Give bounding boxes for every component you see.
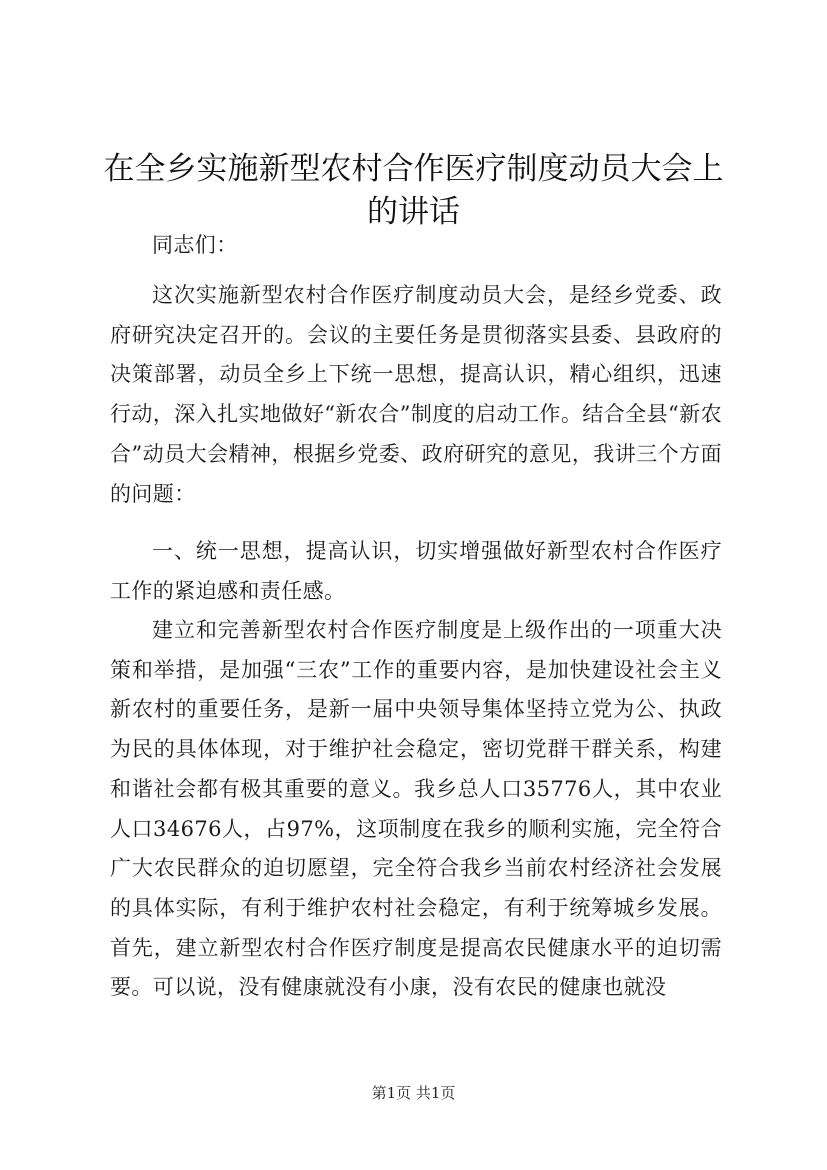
greeting: 同志们： bbox=[152, 233, 238, 257]
document-title-line1: 在全乡实施新型农村合作医疗制度动员大会上 bbox=[103, 151, 724, 187]
section-heading-1: 一、统一思想，提高认识，切实增强做好新型农村合作医疗工作的紧迫感和责任感。 bbox=[110, 539, 722, 603]
paragraph-body: 建立和完善新型农村合作医疗制度是上级作出的一项重大决策和举措，是加强“三农”工作的重要内容，是加快建设社会主义新农村的重要任务，是新一届中央领导集体坚持立党为公、执政为民的具体体现，对于维护社会稳定，密切党群干群关系，构建和谐社会都有极其重要的意义。我乡总人口35776人，其中农业人口34676人，占97%，这项制度在我乡的顺利实施，完全符合广大农民群众的迫切愿望，完全符合我乡当前农村经济社会发展的具体实际，有利于维护农村社会稳定，有利于统筹城乡发展。首先，建立新型农村合作医疗制度是提高农民健康水平的迫切需要。可以说，没有健康就没有小康，没有农民的健康也就没 bbox=[110, 618, 722, 1000]
page-footer: 第1页 共1页 bbox=[371, 1084, 456, 1102]
paragraph-intro: 这次实施新型农村合作医疗制度动员大会，是经乡党委、政府研究决定召开的。会议的主要任务是贯彻落实县委、县政府的决策部署，动员全乡上下统一思想，提高认识，精心组织，迅速行动，深入扎实地做好“新农合”制度的启动工作。结合全县“新农合”动员大会精神，根据乡党委、政府研究的意见，我讲三个方面的问题： bbox=[110, 283, 722, 506]
document-title-line2: 的讲话 bbox=[367, 194, 460, 230]
